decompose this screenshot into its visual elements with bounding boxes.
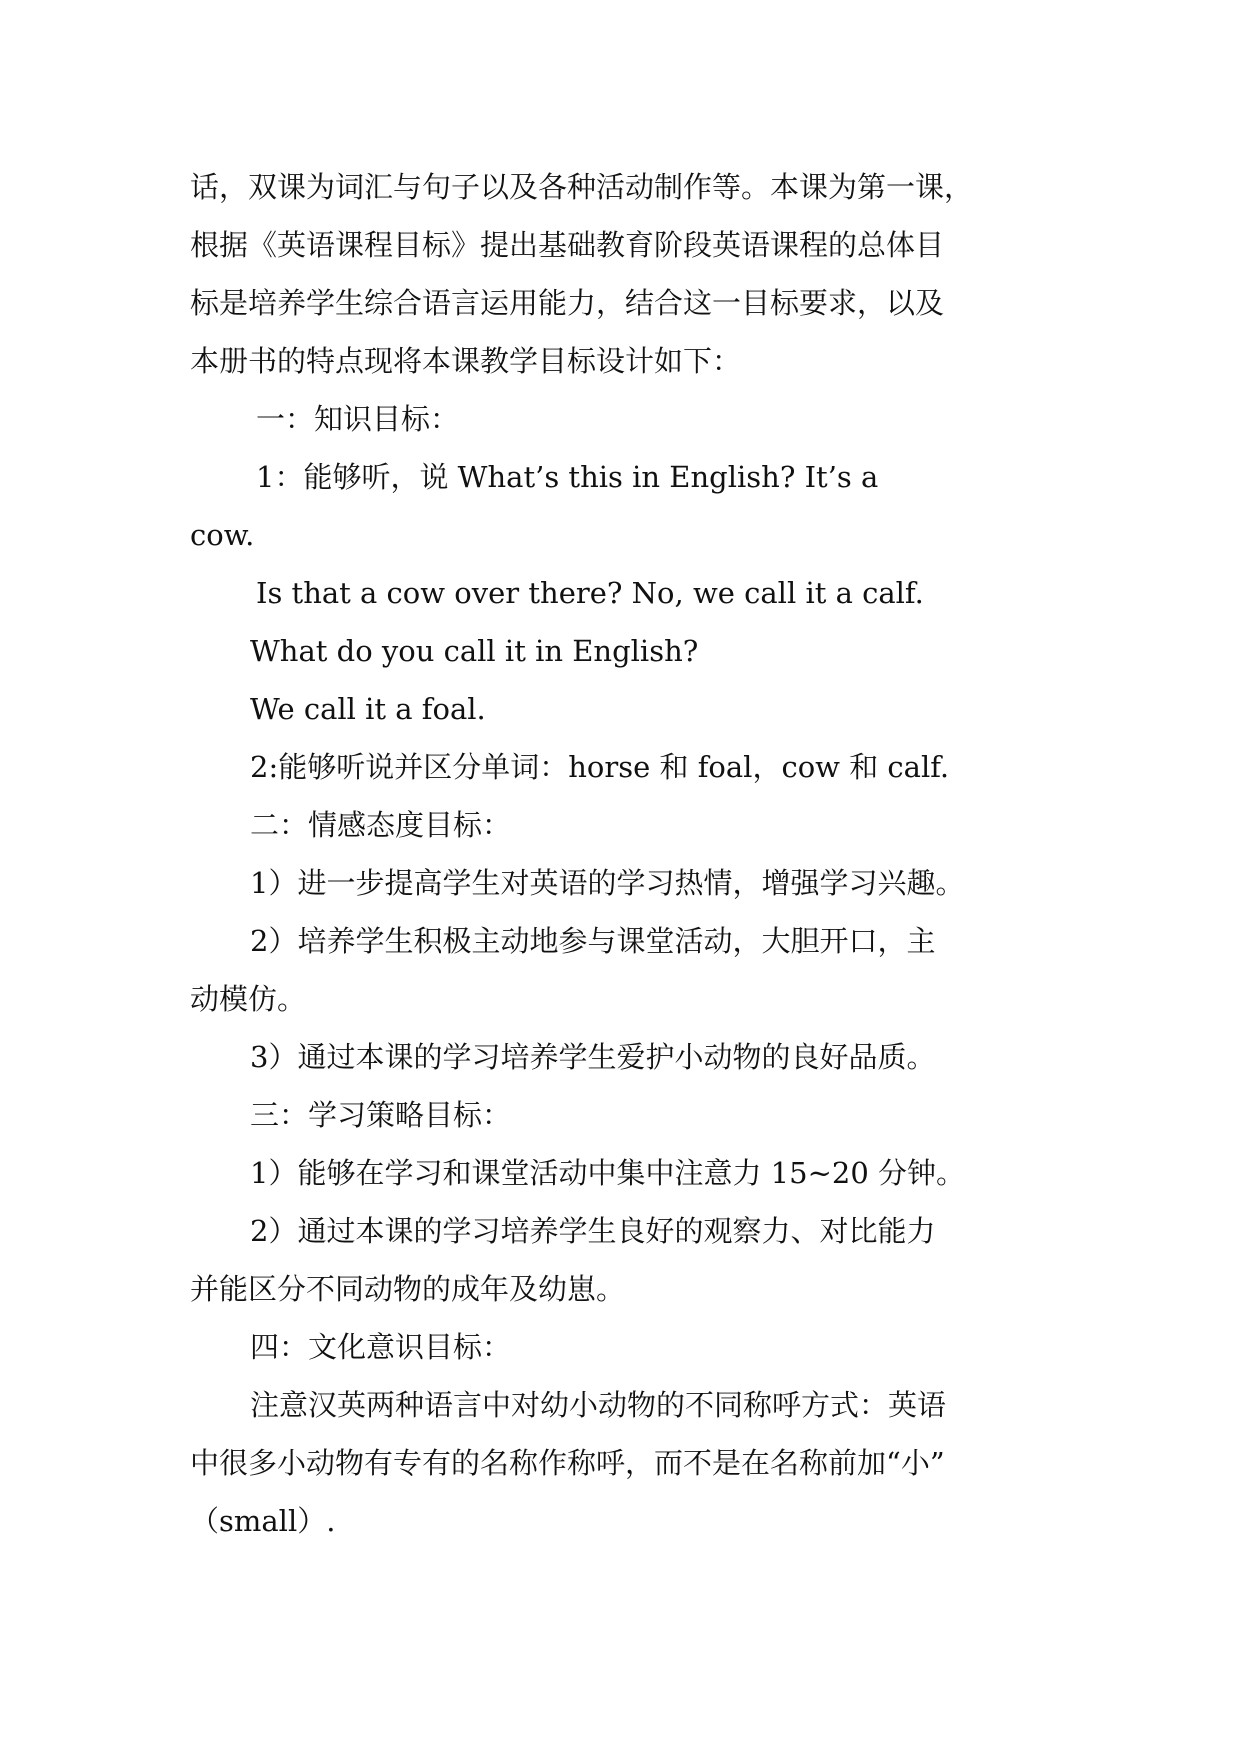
section-heading: 二：情感态度目标： [250, 808, 512, 842]
text-line: 根据《英语课程目标》提出基础教育阶段英语课程的总体目 [190, 228, 945, 262]
section-heading: 四：文化意识目标： [250, 1330, 512, 1364]
text-line: 1）进一步提高学生对英语的学习热情，增强学习兴趣。 [250, 866, 965, 900]
text-line: 1：能够听，说 What’s this in English? It’s a [256, 460, 879, 494]
text-line: 中很多小动物有专有的名称作称呼，而不是在名称前加“小” [190, 1446, 945, 1480]
section-heading: 三：学习策略目标： [250, 1098, 512, 1132]
text-line: 动模仿。 [190, 982, 307, 1016]
section-heading: 一：知识目标： [256, 402, 460, 436]
text-line: We call it a foal. [250, 692, 486, 726]
text-line: cow. [190, 518, 255, 552]
text-line: 2）通过本课的学习培养学生良好的观察力、对比能力 [250, 1214, 936, 1248]
text-line: 注意汉英两种语言中对幼小动物的不同称呼方式：英语 [250, 1388, 947, 1422]
text-line: 并能区分不同动物的成年及幼崽。 [190, 1272, 626, 1306]
text-line: Is that a cow over there? No, we call it a calf. [256, 576, 924, 610]
text-line: What do you call it in English? [250, 634, 699, 668]
text-line: 话，双课为词汇与句子以及各种活动制作等。本课为第一课， [190, 170, 974, 204]
text-line: 1）能够在学习和课堂活动中集中注意力 15~20 分钟。 [250, 1156, 965, 1190]
text-line: 3）通过本课的学习培养学生爱护小动物的良好品质。 [250, 1040, 936, 1074]
text-line: 标是培养学生综合语言运用能力，结合这一目标要求，以及 [190, 286, 945, 320]
text-line: 2:能够听说并区分单词：horse 和 foal，cow 和 calf. [250, 750, 950, 784]
text-line: （small）. [190, 1504, 336, 1538]
text-line: 本册书的特点现将本课教学目标设计如下： [190, 344, 742, 378]
text-line: 2）培养学生积极主动地参与课堂活动，大胆开口，主 [250, 924, 936, 958]
